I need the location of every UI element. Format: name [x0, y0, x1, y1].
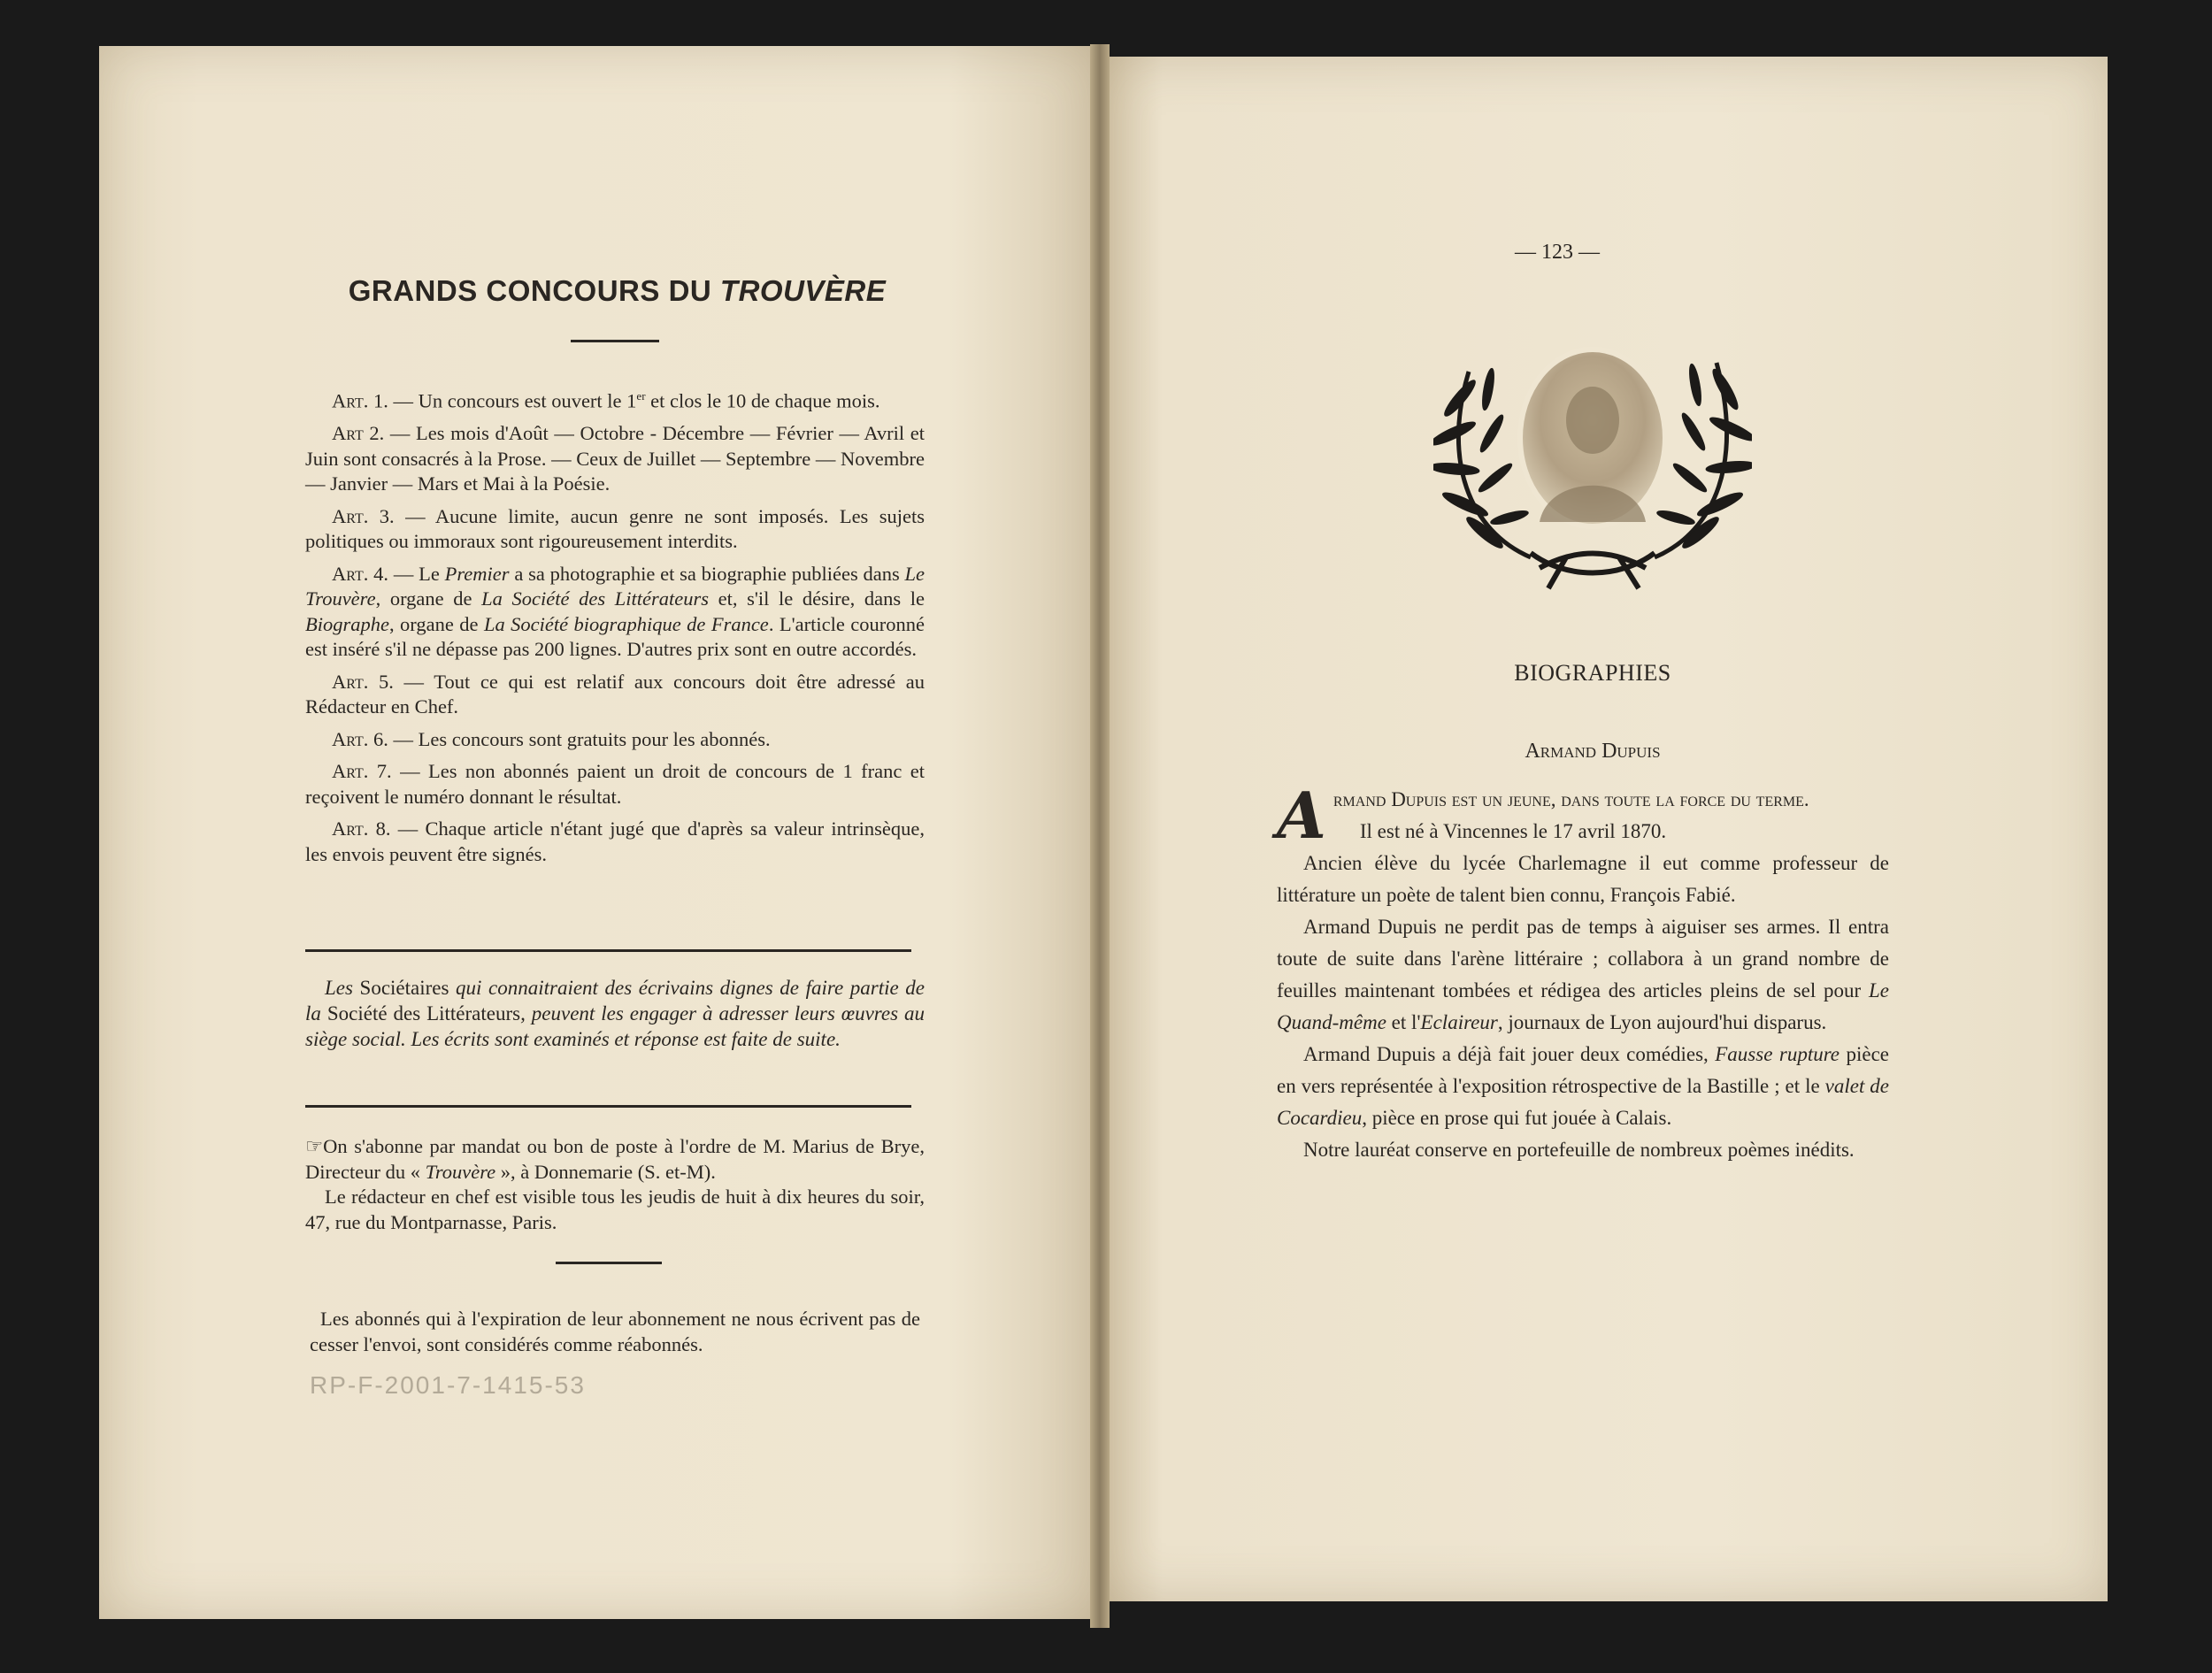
contest-rules: [305, 384, 925, 867]
page-title: GRANDS CONCOURS DU TROUVÈRE: [348, 274, 887, 307]
article-1: Art. 1. — Un concours est ouvert le 1er et clos le 10 de chaque mois.: [332, 389, 880, 412]
renewal-notice: Les abonnés qui à l'expiration de leur abonnement ne nous écrivent pas de cesser l'envoi, sont considérés comme réabonnés.: [310, 1308, 920, 1355]
editor-hours: Le rédacteur en chef est visible tous les jeudis de huit à dix heures du soir, 47, rue du Montparnasse, Paris.: [305, 1186, 925, 1233]
article-7: Art. 7. — Les non abonnés paient un droit de concours de 1 franc et reçoivent le numéro donnant le résultat.: [305, 760, 926, 808]
biography-paragraph: Armand Dupuis est un jeune, dans toute la force du terme.: [1277, 778, 1809, 853]
subscription-info: ☞On s'abonne par mandat ou bon de poste à l'ordre de M. Marius de Brye, Directeur du « Trouvère », à Donnemarie (S. et-M). Le rédacteur en chef est visible tous les jeudis de huit à dix heures du soir, 47, rue du Montparnasse, Paris.: [305, 1134, 925, 1235]
article-4: Art. 4. — Le Premier a sa photographie et sa biographie publiées dans Le Trouvère, organe de La Société des Littérateurs et, s'il le désire, dans le Biographe, organe de La Société biographique de France. L'article couronné est inséré s'il ne dépasse pas 200 lignes. D'autres prix sont en outre accordés.: [305, 562, 926, 660]
article-6: Art. 6. — Les concours sont gratuits pour les abonnés.: [332, 727, 771, 750]
archive-stamp: RP-F-2001-7-1415-53: [310, 1371, 586, 1399]
pointing-hand-icon: ☞: [305, 1135, 324, 1158]
biography-paragraph: Il est né à Vincennes le 17 avril 1870.: [1359, 820, 1667, 842]
page-number: — 123 —: [1515, 241, 1600, 264]
biography-paragraph: Ancien élève du lycée Charlemagne il eut comme professeur de littérature un poète de talent bien connu, François Fabié.: [1277, 852, 1889, 906]
article-3: Art. 3. — Aucune limite, aucun genre ne sont imposés. Les sujets politiques ou immoraux sont rigoureusement interdits.: [305, 504, 926, 552]
divider-rule: [305, 1105, 911, 1108]
biography-paragraph: Notre lauréat conserve en portefeuille de nombreux poèmes inédits.: [1303, 1139, 1855, 1161]
subject-name: Armand Dupuis: [1525, 740, 1661, 763]
divider-rule: [305, 949, 911, 952]
biography-text: [1277, 778, 1890, 1166]
section-rule: [556, 1262, 662, 1264]
portrait-wreath: [1433, 336, 1752, 593]
section-title: BIOGRAPHIES: [1514, 660, 1671, 686]
title-rule: [571, 340, 659, 342]
members-notice: Les Sociétaires qui connaitraient des écrivains dignes de faire partie de la Société des Littérateurs, peuvent les engager à adresser leurs œuvres au siège social. Les écrits sont examinés et réponse est faite de suite.: [305, 977, 926, 1050]
article-2: Art 2. — Les mois d'Août — Octobre - Décembre — Février — Avril et Juin sont consacrés à la Prose. — Ceux de Juillet — Septembre — Novembre — Janvier — Mars et Mai à la Poésie.: [305, 422, 925, 495]
article-5: Art. 5. — Tout ce qui est relatif aux concours doit être adressé au Rédacteur en Chef.: [305, 670, 926, 718]
book-spine: [1090, 44, 1110, 1628]
biography-paragraph: Armand Dupuis a déjà fait jouer deux comédies, Fausse rupture pièce en vers représentée à l'exposition rétrospective de la Bastille ; et le valet de Cocardieu, pièce en prose qui fut jouée à Calais.: [1277, 1043, 1890, 1129]
biography-paragraph: Armand Dupuis ne perdit pas de temps à aiguiser ses armes. Il entra toute de suite dans l'arène littéraire ; collabora à un grand nombre de feuilles maintenant tombées et rédigea des articles pleins de sel pour Le Quand-même et l'Eclaireur, journaux de Lyon aujourd'hui disparus.: [1277, 916, 1889, 1033]
drop-cap: A: [1277, 778, 1326, 853]
article-8: Art. 8. — Chaque article n'étant jugé que d'après sa valeur intrinsèque, les envois peuvent être signés.: [305, 817, 925, 865]
